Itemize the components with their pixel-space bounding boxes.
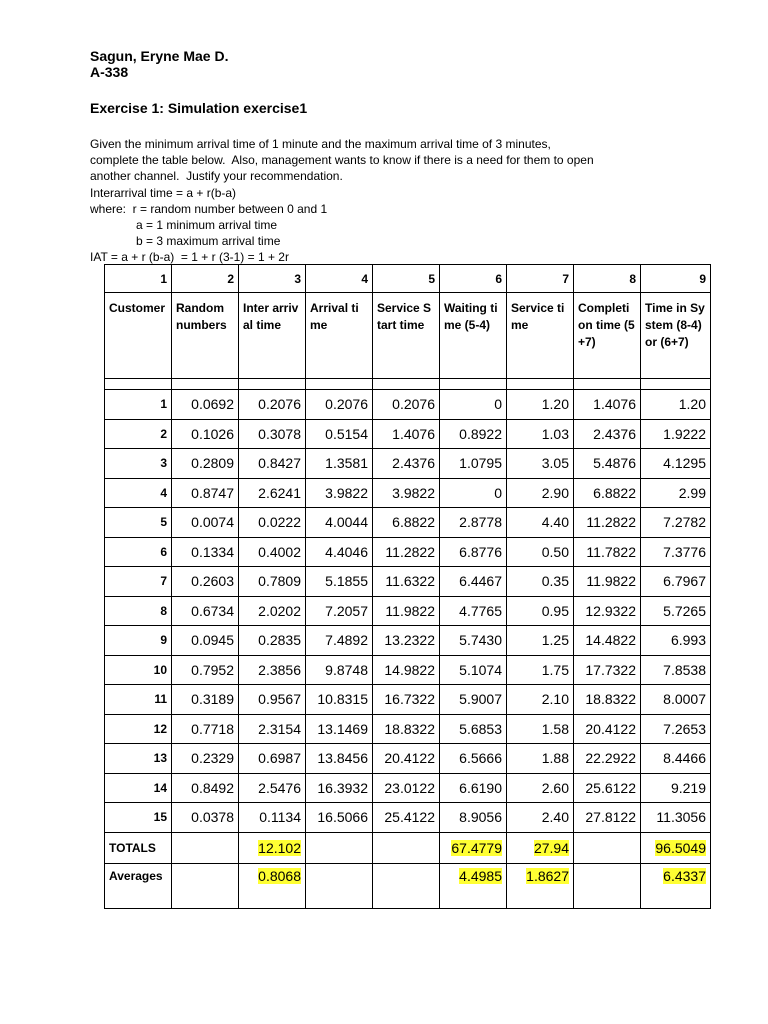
random-number-cell: 0.0692 [172,390,239,420]
completion-time-cell: 5.4876 [574,449,641,479]
arrival-time-cell: 9.8748 [306,655,373,685]
table-row [105,773,711,803]
service-start-time-cell: 13.2322 [373,626,440,656]
column-number: 6 [440,265,507,293]
column-header-arrival-time: Arrival time [306,293,373,379]
arrival-time-cell: 13.8456 [306,744,373,774]
service-time-cell: 1.20 [507,390,574,420]
time-in-system-cell: 6.7967 [641,567,711,597]
inter-arrival-time-cell: 0.4002 [239,537,306,567]
customer-number-cell: 8 [105,596,172,626]
averages-row-waiting: 4.4985 [459,867,502,884]
table-row [105,596,711,626]
time-in-system-cell: 7.2782 [641,508,711,538]
summary-cell [239,832,306,863]
waiting-time-cell: 0 [440,478,507,508]
table-row [105,478,711,508]
column-number: 1 [105,265,172,293]
arrival-time-cell: 16.3932 [306,773,373,803]
column-number: 3 [239,265,306,293]
time-in-system-cell: 11.3056 [641,803,711,833]
table-row [105,508,711,538]
table-row [105,626,711,656]
column-header-row [105,293,711,379]
service-start-time-cell: 11.2822 [373,537,440,567]
column-header-customer: Customer [105,293,172,379]
random-number-cell: 0.1026 [172,419,239,449]
completion-time-cell: 12.9322 [574,596,641,626]
averages-row-inter-arrival: 0.8068 [258,867,301,884]
random-number-cell: 0.6734 [172,596,239,626]
totals-row-label: TOTALS [105,832,172,863]
customer-number-cell: 1 [105,390,172,420]
arrival-time-cell: 0.2076 [306,390,373,420]
waiting-time-cell: 2.8778 [440,508,507,538]
waiting-time-cell: 5.9007 [440,685,507,715]
empty-cell [172,832,239,863]
customer-number-cell: 2 [105,419,172,449]
empty-cell [373,863,440,908]
service-start-time-cell: 3.9822 [373,478,440,508]
empty-cell [574,863,641,908]
arrival-time-cell: 5.1855 [306,567,373,597]
inter-arrival-time-cell: 0.2835 [239,626,306,656]
summary-cell [507,832,574,863]
inter-arrival-time-cell: 0.6987 [239,744,306,774]
customer-number-cell: 9 [105,626,172,656]
formula-line: IAT = a + r (b-a) = 1 + r (3-1) = 1 + 2r [90,250,289,265]
customer-number-cell: 13 [105,744,172,774]
completion-time-cell: 11.7822 [574,537,641,567]
service-start-time-cell: 1.4076 [373,419,440,449]
random-number-cell: 0.0378 [172,803,239,833]
time-in-system-cell: 7.2653 [641,714,711,744]
time-in-system-cell: 1.9222 [641,419,711,449]
service-start-time-cell: 20.4122 [373,744,440,774]
column-header-waiting-time: Waiting time (5-4) [440,293,507,379]
empty-cell [373,832,440,863]
table-row [105,419,711,449]
time-in-system-cell: 2.99 [641,478,711,508]
time-in-system-cell: 8.4466 [641,744,711,774]
completion-time-cell: 14.4822 [574,626,641,656]
completion-time-cell: 22.2922 [574,744,641,774]
arrival-time-cell: 3.9822 [306,478,373,508]
customer-number-cell: 10 [105,655,172,685]
summary-cell [641,863,711,908]
totals-row-inter-arrival: 12.102 [258,839,301,856]
column-header-completion-time: Completion time (5+7) [574,293,641,379]
random-number-cell: 0.7952 [172,655,239,685]
column-header-time-in-system: Time in System (8-4) or (6+7) [641,293,711,379]
random-number-cell: 0.3189 [172,685,239,715]
completion-time-cell: 11.9822 [574,567,641,597]
empty-cell [574,832,641,863]
random-number-cell: 0.2809 [172,449,239,479]
inter-arrival-time-cell: 2.0202 [239,596,306,626]
time-in-system-cell: 4.1295 [641,449,711,479]
random-number-cell: 0.0945 [172,626,239,656]
service-start-time-cell: 11.9822 [373,596,440,626]
service-time-cell: 0.35 [507,567,574,597]
service-time-cell: 2.40 [507,803,574,833]
waiting-time-cell: 4.7765 [440,596,507,626]
completion-time-cell: 25.6122 [574,773,641,803]
column-number-row [105,265,711,293]
arrival-time-cell: 4.4046 [306,537,373,567]
arrival-time-cell: 0.5154 [306,419,373,449]
waiting-time-cell: 5.7430 [440,626,507,656]
random-number-cell: 0.1334 [172,537,239,567]
waiting-time-cell: 6.5666 [440,744,507,774]
random-number-cell: 0.8747 [172,478,239,508]
service-time-cell: 4.40 [507,508,574,538]
time-in-system-cell: 8.0007 [641,685,711,715]
formula-line: b = 3 maximum arrival time [136,234,281,249]
random-number-cell: 0.8492 [172,773,239,803]
waiting-time-cell: 0 [440,390,507,420]
service-time-cell: 0.50 [507,537,574,567]
waiting-time-cell: 6.4467 [440,567,507,597]
inter-arrival-time-cell: 0.1134 [239,803,306,833]
averages-row [105,863,711,908]
table-row [105,714,711,744]
arrival-time-cell: 7.4892 [306,626,373,656]
inter-arrival-time-cell: 0.0222 [239,508,306,538]
service-time-cell: 1.25 [507,626,574,656]
time-in-system-cell: 6.993 [641,626,711,656]
service-time-cell: 2.90 [507,478,574,508]
averages-row-time-in-system: 6.4337 [663,867,706,884]
table-row [105,744,711,774]
column-header-service-start: Service Start time [373,293,440,379]
service-time-cell: 2.60 [507,773,574,803]
inter-arrival-time-cell: 2.5476 [239,773,306,803]
waiting-time-cell: 8.9056 [440,803,507,833]
column-header-random-numbers: Random numbers [172,293,239,379]
table-row [105,685,711,715]
inter-arrival-time-cell: 2.3154 [239,714,306,744]
inter-arrival-time-cell: 0.7809 [239,567,306,597]
formula-line: a = 1 minimum arrival time [136,218,278,233]
intro-line: complete the table below. Also, management wants to know if there is a need for them to open [90,153,594,168]
summary-cell [440,863,507,908]
totals-row-service: 27.94 [533,839,569,856]
totals-row-time-in-system: 96.5049 [655,839,706,856]
averages-row-service: 1.8627 [526,867,569,884]
student-section: A-338 [90,64,129,80]
waiting-time-cell: 1.0795 [440,449,507,479]
arrival-time-cell: 13.1469 [306,714,373,744]
totals-row-waiting: 67.4779 [451,839,502,856]
service-time-cell: 1.58 [507,714,574,744]
service-time-cell: 2.10 [507,685,574,715]
summary-cell [239,863,306,908]
problem-statement [90,136,720,266]
column-header-service-time: Service time [507,293,574,379]
intro-line: another channel. Justify your recommendation. [90,169,343,184]
service-time-cell: 1.75 [507,655,574,685]
service-start-time-cell: 14.9822 [373,655,440,685]
service-time-cell: 3.05 [507,449,574,479]
random-number-cell: 0.2329 [172,744,239,774]
inter-arrival-time-cell: 0.3078 [239,419,306,449]
column-number: 5 [373,265,440,293]
service-start-time-cell: 23.0122 [373,773,440,803]
empty-cell [172,863,239,908]
arrival-time-cell: 7.2057 [306,596,373,626]
column-number: 4 [306,265,373,293]
completion-time-cell: 2.4376 [574,419,641,449]
customer-number-cell: 7 [105,567,172,597]
service-start-time-cell: 11.6322 [373,567,440,597]
service-start-time-cell: 0.2076 [373,390,440,420]
service-start-time-cell: 25.4122 [373,803,440,833]
inter-arrival-time-cell: 2.6241 [239,478,306,508]
service-start-time-cell: 2.4376 [373,449,440,479]
spacer-row [105,379,711,390]
empty-cell [306,863,373,908]
arrival-time-cell: 1.3581 [306,449,373,479]
time-in-system-cell: 9.219 [641,773,711,803]
completion-time-cell: 1.4076 [574,390,641,420]
document-page [90,48,720,266]
column-number: 7 [507,265,574,293]
table-row [105,390,711,420]
time-in-system-cell: 7.8538 [641,655,711,685]
time-in-system-cell: 7.3776 [641,537,711,567]
customer-number-cell: 11 [105,685,172,715]
random-number-cell: 0.0074 [172,508,239,538]
service-time-cell: 1.88 [507,744,574,774]
arrival-time-cell: 16.5066 [306,803,373,833]
random-number-cell: 0.2603 [172,567,239,597]
simulation-table [104,264,711,909]
inter-arrival-time-cell: 0.2076 [239,390,306,420]
totals-row [105,832,711,863]
table-row [105,449,711,479]
completion-time-cell: 11.2822 [574,508,641,538]
customer-number-cell: 3 [105,449,172,479]
waiting-time-cell: 5.1074 [440,655,507,685]
time-in-system-cell: 5.7265 [641,596,711,626]
formula-line: where: r = random number between 0 and 1 [90,201,328,216]
customer-number-cell: 14 [105,773,172,803]
table-row [105,537,711,567]
table-row [105,655,711,685]
completion-time-cell: 27.8122 [574,803,641,833]
customer-number-cell: 4 [105,478,172,508]
completion-time-cell: 18.8322 [574,685,641,715]
service-time-cell: 1.03 [507,419,574,449]
empty-cell [306,832,373,863]
completion-time-cell: 20.4122 [574,714,641,744]
exercise-title: Exercise 1: Simulation exercise1 [90,100,308,116]
service-start-time-cell: 16.7322 [373,685,440,715]
arrival-time-cell: 10.8315 [306,685,373,715]
time-in-system-cell: 1.20 [641,390,711,420]
waiting-time-cell: 0.8922 [440,419,507,449]
customer-number-cell: 5 [105,508,172,538]
customer-number-cell: 15 [105,803,172,833]
waiting-time-cell: 6.8776 [440,537,507,567]
table-row [105,567,711,597]
service-time-cell: 0.95 [507,596,574,626]
summary-cell [507,863,574,908]
waiting-time-cell: 6.6190 [440,773,507,803]
random-number-cell: 0.7718 [172,714,239,744]
intro-line: Given the minimum arrival time of 1 minute and the maximum arrival time of 3 minutes, [90,137,551,151]
service-start-time-cell: 6.8822 [373,508,440,538]
service-start-time-cell: 18.8322 [373,714,440,744]
student-name: Sagun, Eryne Mae D. [90,48,229,64]
completion-time-cell: 6.8822 [574,478,641,508]
formula-line: Interarrival time = a + r(b-a) [90,185,237,200]
customer-number-cell: 6 [105,537,172,567]
summary-cell [641,832,711,863]
column-header-inter-arrival: Inter arrival time [239,293,306,379]
column-number: 8 [574,265,641,293]
arrival-time-cell: 4.0044 [306,508,373,538]
column-number: 9 [641,265,711,293]
customer-number-cell: 12 [105,714,172,744]
averages-row-label: Averages [105,863,172,908]
inter-arrival-time-cell: 2.3856 [239,655,306,685]
inter-arrival-time-cell: 0.9567 [239,685,306,715]
inter-arrival-time-cell: 0.8427 [239,449,306,479]
completion-time-cell: 17.7322 [574,655,641,685]
waiting-time-cell: 5.6853 [440,714,507,744]
table-row [105,803,711,833]
summary-cell [440,832,507,863]
column-number: 2 [172,265,239,293]
